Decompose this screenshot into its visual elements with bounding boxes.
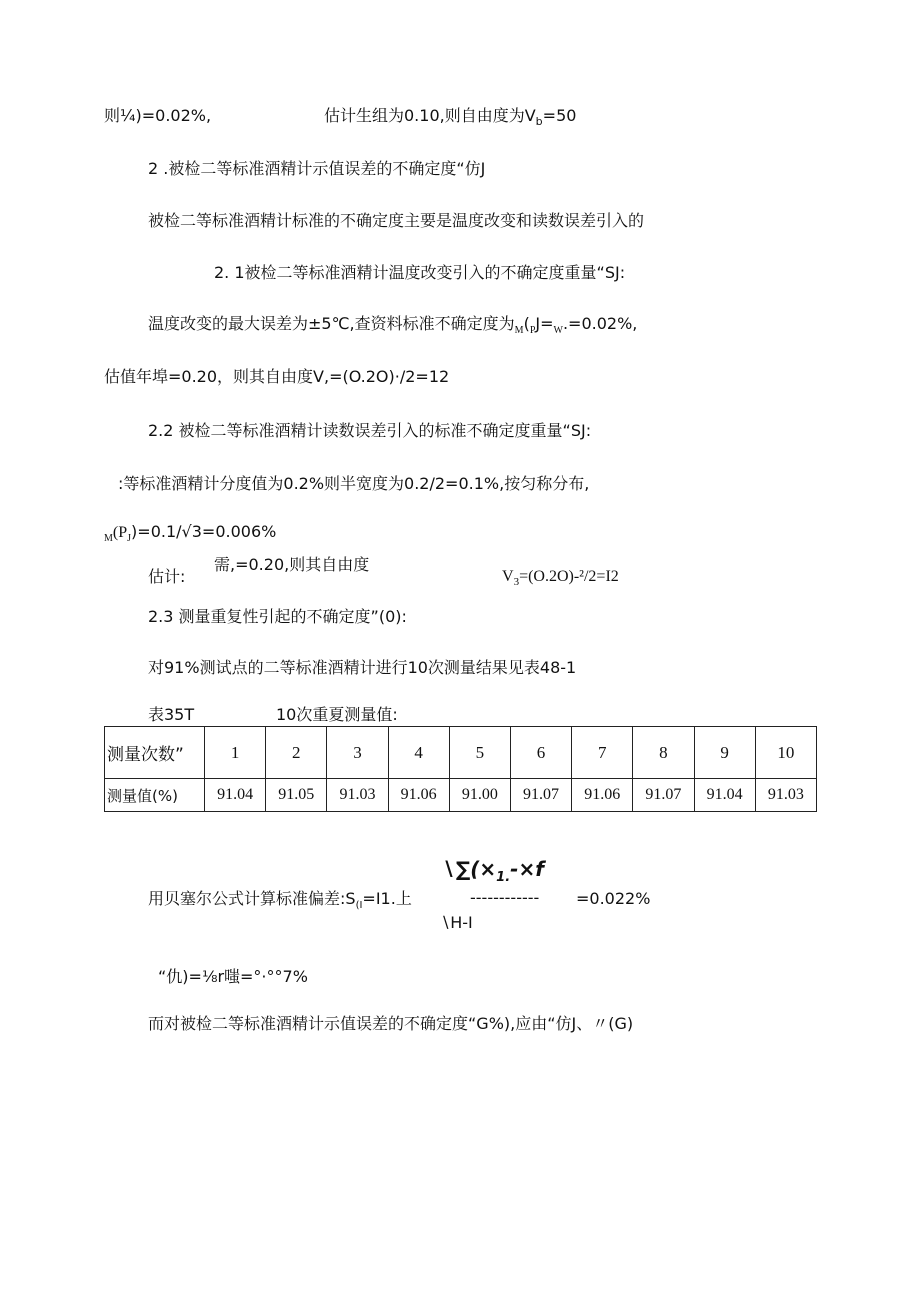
text-line-3: 被检二等标准酒精计标准的不确定度主要是温度改变和读数误差引入的 (148, 211, 645, 230)
table-cell: 91.06 (572, 779, 633, 812)
text-run: =50 (542, 106, 577, 125)
subscript: b (535, 115, 543, 129)
row-header-count: 测量次数” (105, 727, 205, 779)
table-cell: 3 (327, 727, 388, 779)
subscript: M (104, 533, 113, 545)
subscript: W (553, 325, 563, 337)
table-cell: 8 (633, 727, 694, 779)
text-line-1b (324, 105, 576, 133)
table-row-values (105, 779, 817, 812)
table-cell: 91.07 (510, 779, 571, 812)
text-line-8: :等标准酒精计分度值为0.2%则半宽度为0.2/2=0.1%,按匀称分布, (118, 474, 590, 493)
formula-fraction-bar: ------------ (470, 888, 540, 907)
table-cell: 91.07 (633, 779, 694, 812)
text-line-12: 对91%测试点的二等标准酒精计进行10次测量结果见表48-1 (148, 658, 577, 677)
text-line-2: 2 .被检二等标准酒精计示值误差的不确定度“仿J (148, 159, 486, 178)
text-line-4: 2. 1被检二等标准酒精计温度改变引入的不确定度重量“SJ: (214, 263, 626, 282)
formula-numerator (442, 858, 544, 889)
text-line-1a (104, 105, 211, 127)
table-cell: 9 (694, 727, 755, 779)
text-run: V (502, 568, 514, 585)
subscript: (I (355, 900, 363, 912)
text-line-10b: 需,=0.20,则其自由度 (214, 555, 370, 574)
text-run: =I1.上 (362, 889, 412, 908)
table-cell: 7 (572, 727, 633, 779)
text-run: ∖∑(× (442, 857, 497, 881)
formula-denominator: ∖H-I (440, 913, 473, 932)
text-line-16: 而对被检二等标准酒精计示值误差的不确定度“G%),应由“仿J、〃(G) (148, 1014, 634, 1033)
table-cell: 2 (266, 727, 327, 779)
text-line-7: 2.2 被检二等标准酒精计读数误差引入的标准不确定度重量“SJ: (148, 421, 592, 440)
measurement-table (104, 726, 817, 812)
text-run: 用贝塞尔公式计算标准偏差:S (148, 889, 356, 908)
table-row-counts (105, 727, 817, 779)
table-caption-title: 10次重夏测量值: (276, 705, 398, 724)
text-run: 温度改变的最大误差为±5℃,查资料标准不确定度为 (148, 314, 515, 333)
table-cell: 1 (205, 727, 266, 779)
table-cell: 91.00 (449, 779, 510, 812)
text-run: -×f (510, 857, 544, 881)
subscript: 3 (513, 576, 520, 589)
text-run: (P (112, 524, 128, 541)
text-line-5 (148, 313, 637, 342)
subscript: 1. (496, 870, 511, 885)
text-run: 则¼)=0.02%, (104, 106, 212, 125)
text-line-15: “仇)=⅛r嗤=°·°°7% (158, 967, 308, 986)
text-line-9 (104, 521, 276, 550)
text-line-10c (502, 566, 619, 593)
table-cell: 91.05 (266, 779, 327, 812)
table-cell: 91.04 (694, 779, 755, 812)
table-cell: 91.06 (388, 779, 449, 812)
text-run: =(O.2O)-²/2=I2 (519, 568, 619, 585)
subscript: P (529, 325, 536, 337)
table-cell: 91.03 (327, 779, 388, 812)
table-cell: 4 (388, 727, 449, 779)
text-run: )=0.1∕√3=0.006% (131, 522, 277, 541)
text-run: ( (523, 314, 530, 333)
table-cell: 91.04 (205, 779, 266, 812)
table-cell: 10 (755, 727, 816, 779)
formula-line (148, 888, 412, 917)
text-line-11: 2.3 测量重复性引起的不确定度”(0): (148, 607, 407, 626)
text-run: 估计生组为0.10,则自由度为V (324, 106, 536, 125)
table-caption-number: 表35T (148, 705, 195, 724)
text-line-10a: 估计: (148, 567, 186, 586)
subscript: M (514, 325, 524, 337)
row-header-value: 测量值(%) (105, 779, 205, 812)
text-run: J= (535, 314, 554, 333)
text-run: .=0.02%, (562, 314, 638, 333)
table-cell: 5 (449, 727, 510, 779)
table-cell: 91.03 (755, 779, 816, 812)
subscript: J (127, 533, 132, 545)
text-line-6: 估值年埠=0.20，则其自由度V,=(O.2O)·/2=12 (104, 367, 450, 386)
table-cell: 6 (510, 727, 571, 779)
formula-result: =0.022% (576, 889, 651, 908)
